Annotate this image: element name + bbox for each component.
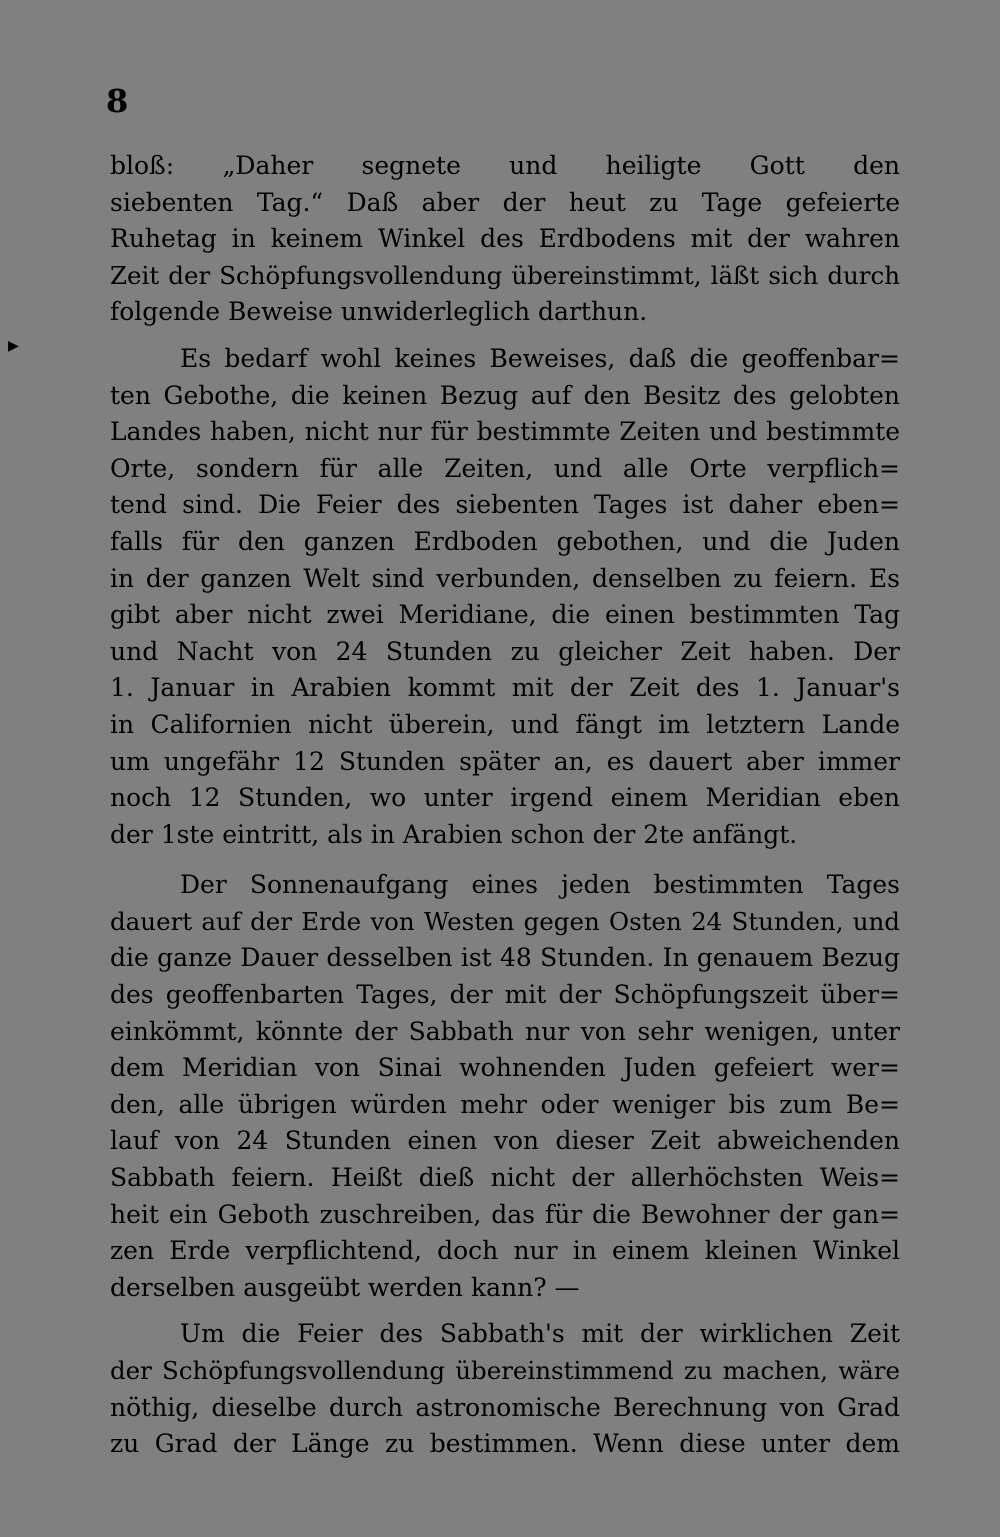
paragraph-2 [110, 341, 900, 853]
text-line: siebenten Tag.“ Daß aber der heut zu Tage gefeierte [110, 187, 900, 217]
text-line: Landes haben, nicht nur für bestimmte Zeiten und bestimmte [110, 417, 900, 447]
paragraph-gap [110, 1306, 900, 1316]
text-line: falls für den ganzen Erdboden gebothen, und die Juden [110, 526, 900, 556]
paragraph-4 [110, 1316, 900, 1462]
text-line: Orte, sondern für alle Zeiten, und alle Orte verpflich= [110, 453, 900, 483]
text-line: dem Meridian von Sinai wohnenden Juden gefeiert wer= [110, 1053, 900, 1083]
text-line: dauert auf der Erde von Westen gegen Osten 24 Stunden, und [110, 906, 900, 936]
paragraph-1 [110, 148, 900, 331]
text-line: Ruhetag in keinem Winkel des Erdbodens mit der wahren [110, 224, 900, 254]
text-line: des geoffenbarten Tages, der mit der Schöpfungszeit über= [110, 980, 900, 1010]
paragraph-gap [110, 331, 900, 341]
text-line: 1. Januar in Arabien kommt mit der Zeit des 1. Januar's [110, 673, 900, 703]
text-line: Es bedarf wohl keines Beweises, daß die geoffenbar= [180, 343, 900, 373]
text-line: um ungefähr 12 Stunden später an, es dauert aber immer [110, 746, 900, 776]
text-line: folgende Beweise unwiderleglich darthun. [110, 297, 648, 327]
text-line: zen Erde verpflichtend, doch nur in einem kleinen Winkel [110, 1236, 900, 1266]
text-line: lauf von 24 Stunden einen von dieser Zeit abweichenden [110, 1126, 900, 1156]
text-line: die ganze Dauer desselben ist 48 Stunden. In genauem Bezug [110, 943, 900, 973]
text-line: ten Gebothe, die keinen Bezug auf den Besitz des gelobten [110, 380, 900, 410]
text-line: noch 12 Stunden, wo unter irgend einem Meridian eben [110, 783, 900, 813]
text-line: und Nacht von 24 Stunden zu gleicher Zeit haben. Der [110, 636, 900, 666]
text-line: heit ein Geboth zuschreiben, das für die Bewohner der gan= [110, 1199, 900, 1229]
text-line: in der ganzen Welt sind verbunden, denselben zu feiern. Es [110, 563, 900, 593]
margin-speck: ▶ [8, 338, 19, 354]
paragraph-3 [110, 867, 900, 1306]
text-line: Um die Feier des Sabbath's mit der wirklichen Zeit [180, 1319, 900, 1349]
text-line: der 1ste eintritt, als in Arabien schon der 2te anfängt. [110, 819, 798, 849]
text-line: Der Sonnenaufgang eines jeden bestimmten Tages [180, 870, 900, 900]
text-line: gibt aber nicht zwei Meridiane, die einen bestimmten Tag [110, 600, 900, 630]
text-line: derselben ausgeübt werden kann? — [110, 1272, 580, 1302]
text-line: tend sind. Die Feier des siebenten Tages ist daher eben= [110, 490, 900, 520]
text-line: der Schöpfungsvollendung übereinstimmend zu machen, wäre [110, 1356, 900, 1385]
text-line: einkömmt, könnte der Sabbath nur von sehr wenigen, unter [110, 1016, 900, 1046]
body-text [110, 148, 900, 1463]
text-line: in Californien nicht überein, und fängt im letztern Lande [110, 709, 900, 739]
text-line: den, alle übrigen würden mehr oder weniger bis zum Be= [110, 1089, 900, 1119]
text-line: nöthig, dieselbe durch astronomische Berechnung von Grad [110, 1392, 900, 1422]
text-line: bloß: „Daher segnete und heiligte Gott den [110, 151, 900, 180]
paragraph-gap [110, 853, 900, 867]
text-line: Zeit der Schöpfungsvollendung übereinstimmt, läßt sich durch [110, 260, 900, 290]
text-line: Sabbath feiern. Heißt dieß nicht der allerhöchsten Weis= [110, 1163, 900, 1193]
text-line: zu Grad der Länge zu bestimmen. Wenn diese unter dem [110, 1429, 900, 1459]
page-number: 8 [106, 82, 129, 120]
